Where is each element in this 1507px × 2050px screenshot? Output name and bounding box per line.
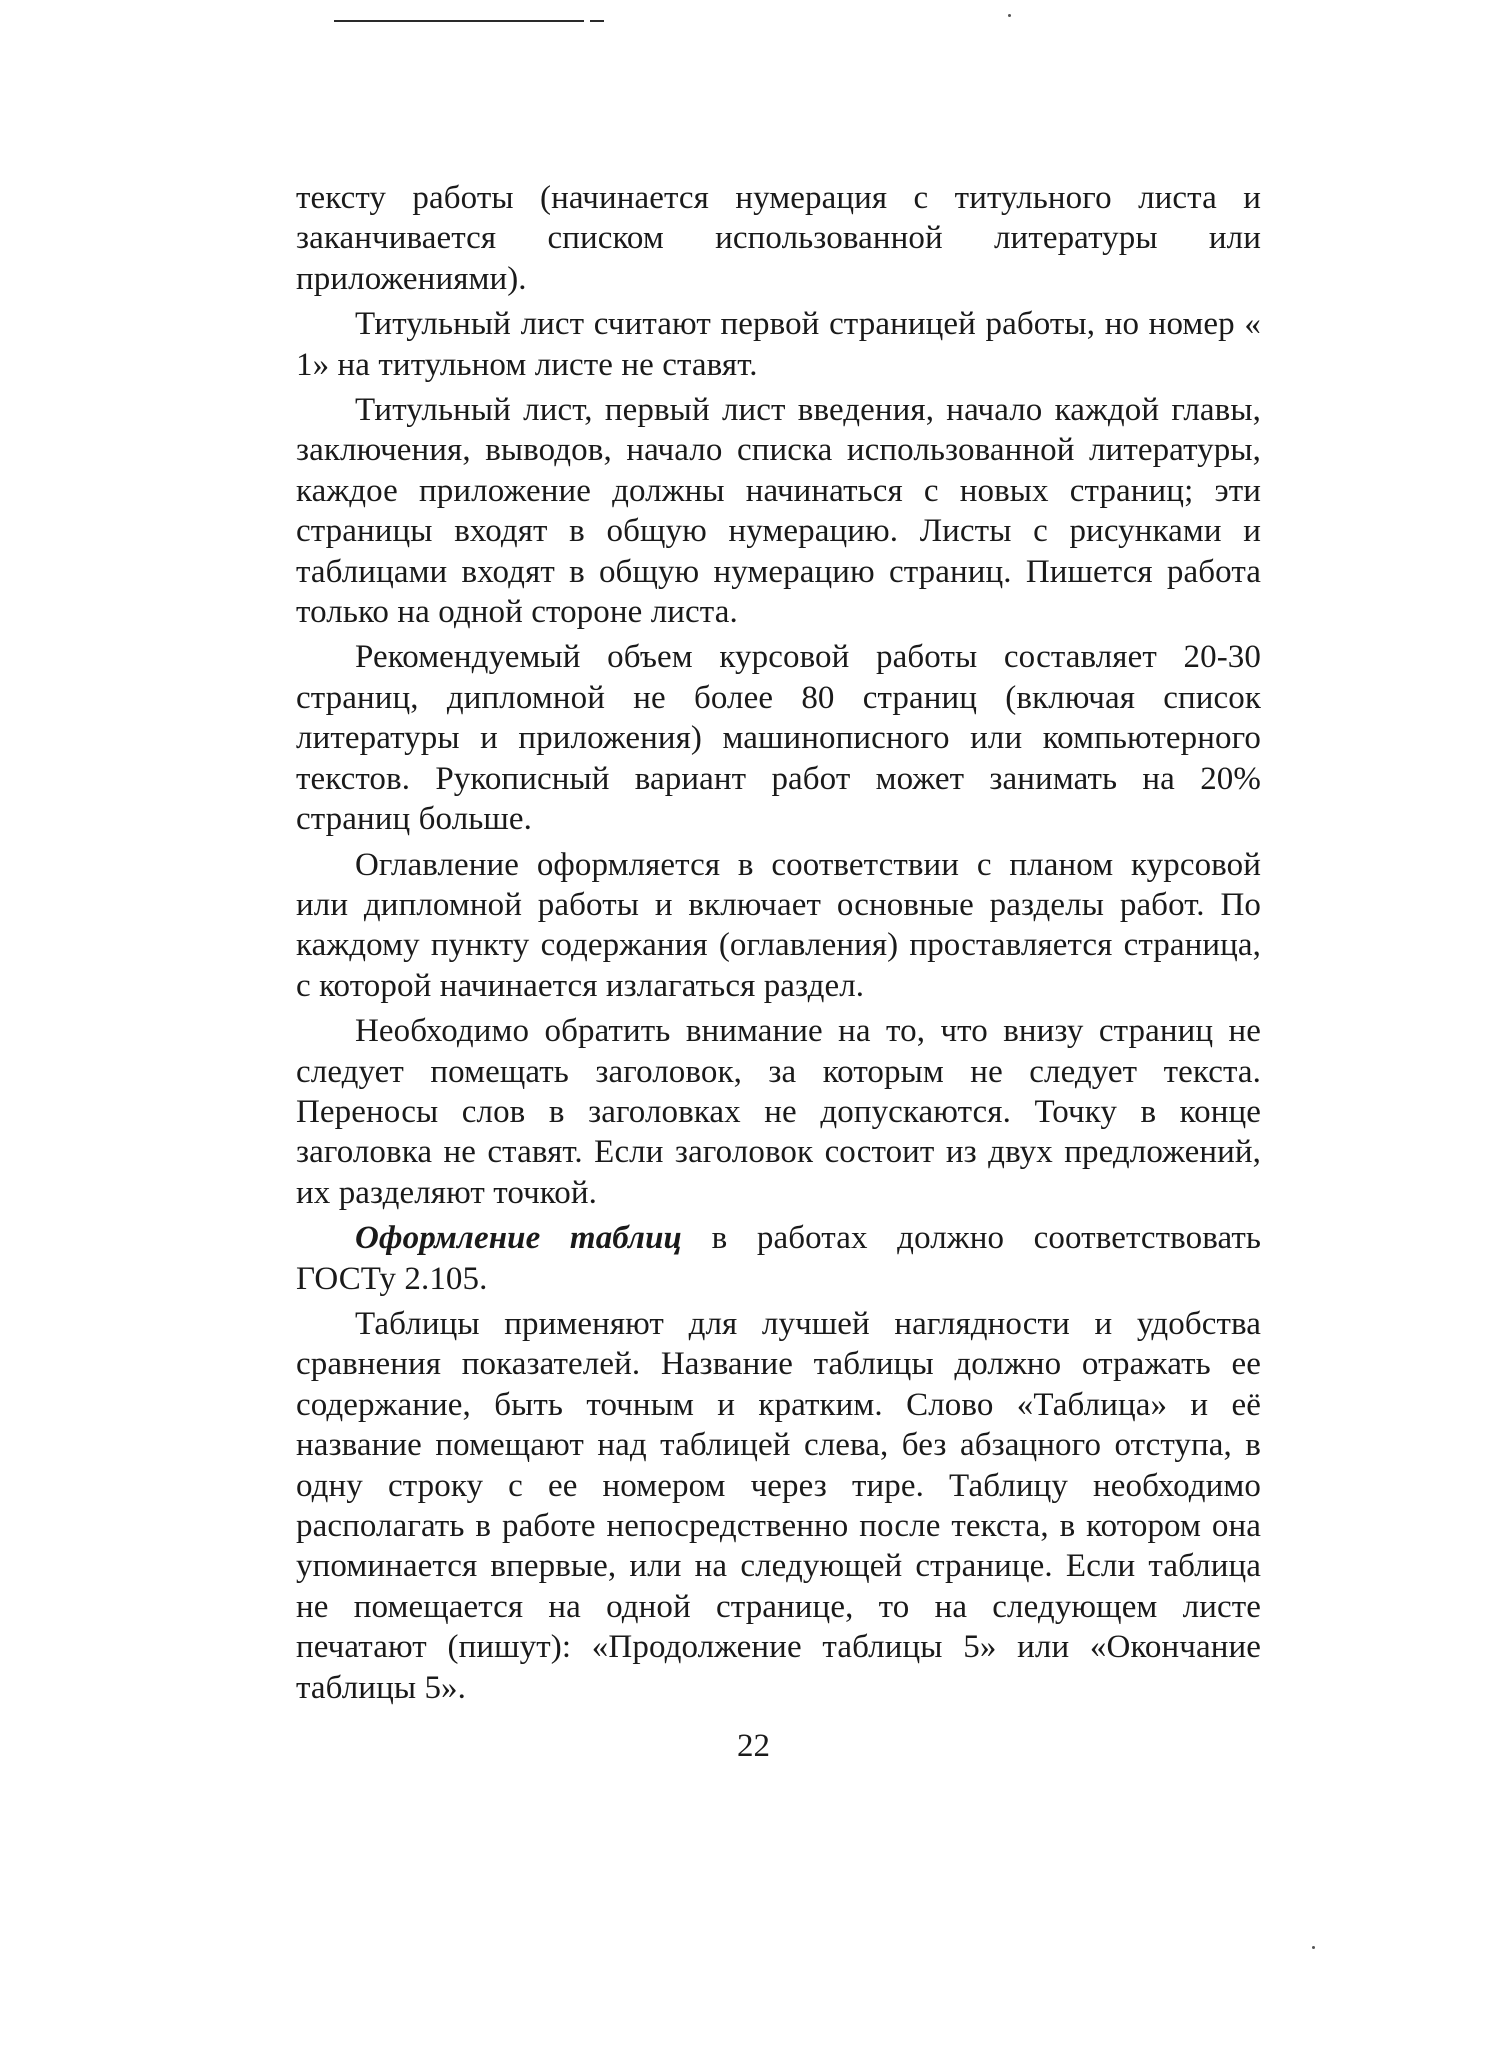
paragraph (296, 1218, 1261, 1299)
scan-speck (1312, 1946, 1315, 1949)
paragraph (296, 304, 1261, 385)
paragraph (296, 1304, 1261, 1708)
paragraph-text: Необходимо обратить внимание на то, что внизу страниц не следует помещать заголовок, за которым не следует текста. Переносы слов в заголовках не допускаются. Точку в конце заголовка не ставят. Если заголовок состоит из двух предложений, их разделяют точкой. (296, 1013, 1261, 1211)
paragraph-text: Оглавление оформляется в соответствии с планом курсовой или дипломной работы и включает основные разделы работ. По каждому пункту содержания (оглавления) проставляется страница, с которой начинается излагаться раздел. (296, 846, 1261, 1004)
page-number: 22 (737, 1728, 770, 1764)
body-text (296, 178, 1261, 1708)
paragraph-text: в работах должно соответствовать ГОСТу 2.105. (296, 1220, 1262, 1297)
top-scan-rule (334, 20, 584, 22)
paragraph-text: Таблицы применяют для лучшей наглядности и удобства сравнения показателей. Название таблицы должно отражать ее содержание, быть точным и кратким. Слово «Таблица» и её название помещают над таблицей слева, без абзацного отступа, в одну строку с ее номером через тире. Таблицу необходимо располагать в работе непосредственно после текста, в котором она упоминается впервые, или на следующей странице. Если таблица не помещается на одной странице, то на следующем листе печатают (пишут): «Продолжение таблицы 5» или «Окончание таблицы 5». (296, 1305, 1261, 1706)
scan-speck (1008, 14, 1011, 17)
paragraph-lead-heading: Оформление таблиц (355, 1220, 682, 1257)
paragraph (296, 845, 1261, 1007)
paragraph (296, 178, 1261, 299)
paragraph-text: Титульный лист, первый лист введения, начало каждой главы, заключения, выводов, начало списка использованной литературы, каждое приложение должны начинаться с новых страниц; эти страницы входят в общую нумерацию. Листы с рисунками и таблицами входят в общую нумерацию страниц. Пишется работа только на одной стороне листа. (296, 392, 1261, 631)
paragraph (296, 1011, 1261, 1213)
paragraph-text: тексту работы (начинается нумерация с титульного листа и заканчивается списком использованной литературы или приложениями). (296, 180, 1261, 297)
paragraph (296, 390, 1261, 632)
paragraph (296, 637, 1261, 839)
paragraph-text: Титульный лист считают первой страницей работы, но номер « 1» на титульном листе не ставят. (296, 306, 1261, 383)
top-scan-rule-dash (590, 20, 604, 22)
paragraph-text: Рекомендуемый объем курсовой работы составляет 20-30 страниц, дипломной не более 80 страниц (включая список литературы и приложения) машинописного или компьютерного текстов. Рукописный вариант работ может занимать на 20% страниц больше. (296, 639, 1261, 838)
